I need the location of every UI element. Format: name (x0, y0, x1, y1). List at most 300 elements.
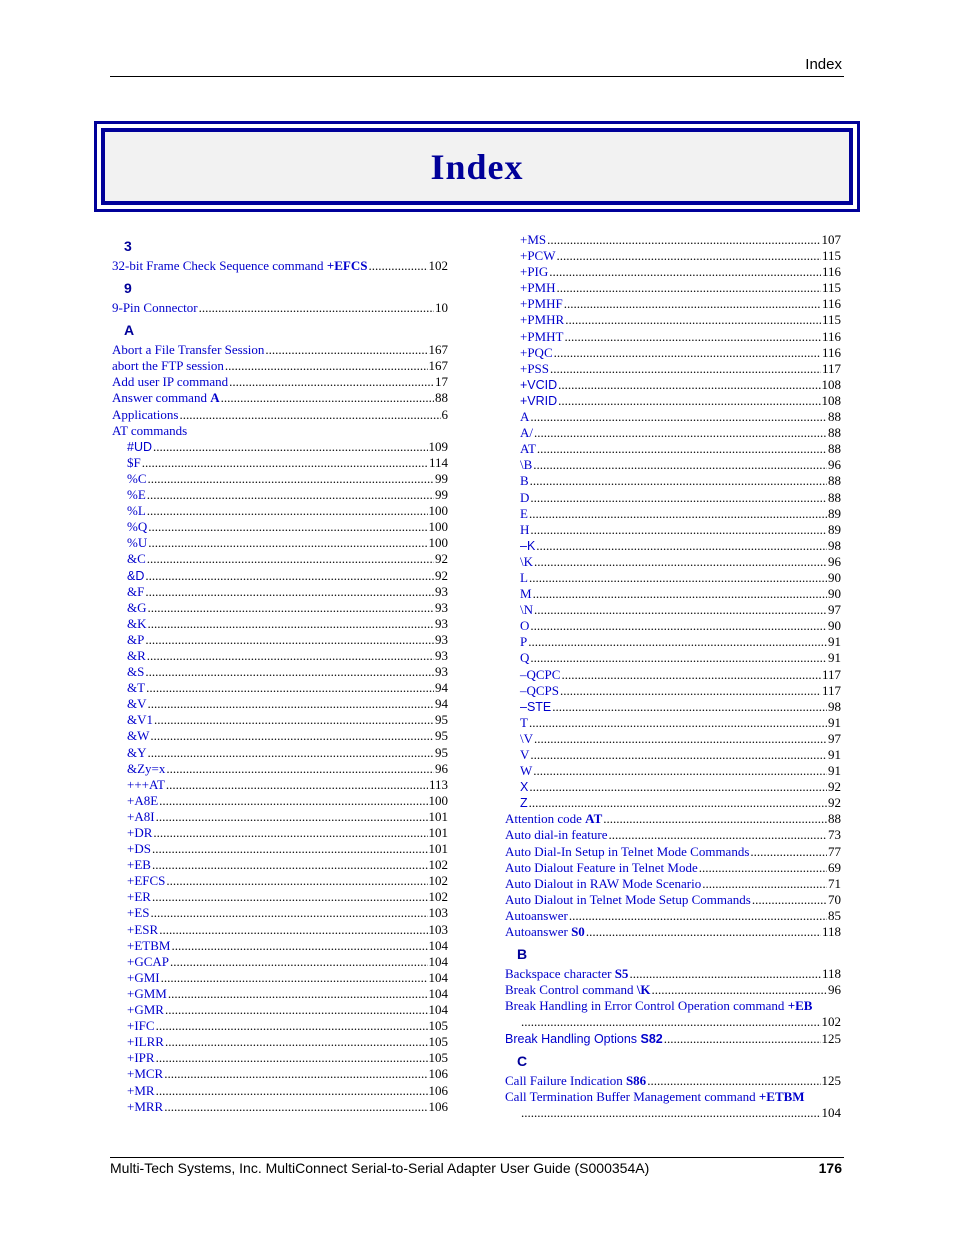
index-entry-label[interactable] (112, 374, 228, 390)
index-page-number[interactable]: 93 (435, 615, 448, 631)
index-entry-label[interactable] (505, 860, 698, 876)
index-entry[interactable] (112, 1018, 448, 1034)
index-entry-label[interactable] (520, 522, 529, 538)
index-entry-label[interactable] (127, 1034, 164, 1050)
index-entry-label[interactable] (505, 827, 608, 843)
index-entry[interactable] (112, 938, 448, 954)
index-page-number[interactable]: 115 (821, 248, 841, 264)
index-entry[interactable] (505, 296, 841, 312)
index-entry[interactable] (112, 551, 448, 567)
index-page-number[interactable]: 101 (428, 841, 448, 857)
index-entry[interactable] (112, 600, 448, 616)
index-entry-label[interactable] (505, 924, 585, 940)
index-page-number[interactable]: 91 (828, 763, 841, 779)
index-page-number[interactable]: 100 (428, 519, 448, 535)
index-page-number[interactable]: 113 (428, 776, 448, 792)
index-entry-label[interactable] (520, 683, 559, 699)
index-entry-label[interactable] (127, 600, 147, 616)
index-entry[interactable] (505, 602, 841, 618)
index-entry[interactable] (505, 683, 841, 699)
index-page-number[interactable]: 102 (428, 258, 448, 273)
index-page-number[interactable]: 99 (435, 470, 448, 486)
index-page-number[interactable]: 88 (828, 441, 841, 457)
index-entry[interactable] (505, 811, 841, 827)
index-entry[interactable] (112, 423, 448, 439)
index-page-number[interactable]: 125 (821, 1030, 841, 1046)
index-page-number[interactable]: 85 (828, 907, 841, 923)
index-entry-label[interactable] (127, 535, 147, 551)
index-page-number[interactable]: 6 (441, 406, 448, 422)
index-entry-label[interactable] (505, 966, 628, 982)
index-page-number[interactable]: 104 (428, 937, 448, 953)
index-entry[interactable] (505, 409, 841, 425)
index-entry-label[interactable] (112, 407, 178, 423)
index-page-number[interactable]: 69 (828, 859, 841, 875)
index-entry-label[interactable] (520, 618, 529, 634)
index-entry[interactable] (505, 361, 841, 377)
index-entry[interactable] (505, 860, 841, 876)
index-entry[interactable] (505, 377, 841, 393)
index-entry-label[interactable] (520, 538, 535, 554)
index-entry[interactable] (505, 1089, 841, 1105)
index-entry-label[interactable] (505, 1089, 805, 1105)
index-entry[interactable] (505, 779, 841, 795)
index-page-number[interactable]: 97 (828, 730, 841, 746)
index-entry-label[interactable] (127, 1099, 163, 1115)
index-page-number[interactable]: 95 (435, 744, 448, 760)
index-entry-label[interactable] (505, 811, 602, 827)
index-entry-label[interactable] (520, 650, 529, 666)
index-entry[interactable] (112, 258, 448, 274)
index-page-number[interactable]: 167 (428, 358, 448, 374)
index-entry[interactable] (112, 584, 448, 600)
index-entry-label[interactable] (520, 554, 533, 570)
index-page-number[interactable]: 104 (428, 953, 448, 969)
index-entry-label[interactable] (520, 425, 533, 441)
index-entry[interactable] (505, 634, 841, 650)
index-entry-label[interactable] (127, 519, 147, 535)
index-entry[interactable] (112, 1083, 448, 1099)
index-entry[interactable] (112, 407, 448, 423)
index-entry[interactable] (505, 264, 841, 280)
index-page-number[interactable]: 104 (428, 1002, 448, 1018)
index-page-number[interactable]: 102 (821, 1014, 841, 1030)
index-entry[interactable] (505, 345, 841, 361)
index-page-number[interactable]: 109 (428, 438, 448, 454)
index-page-number[interactable]: 117 (821, 666, 841, 682)
index-entry[interactable] (112, 664, 448, 680)
index-entry-label[interactable] (127, 825, 152, 841)
index-page-number[interactable]: 167 (428, 342, 448, 358)
index-page-number[interactable]: 116 (821, 328, 841, 344)
index-entry-label[interactable] (505, 1073, 646, 1089)
index-page-number[interactable]: 103 (428, 921, 448, 937)
index-page-number[interactable]: 92 (435, 567, 448, 583)
index-entry[interactable] (112, 809, 448, 825)
index-page-number[interactable]: 116 (821, 264, 841, 280)
index-entry-label[interactable] (112, 258, 367, 274)
index-entry[interactable] (112, 986, 448, 1002)
index-entry-label[interactable] (520, 715, 528, 731)
index-entry-label[interactable] (127, 696, 147, 712)
index-entry-label[interactable] (520, 795, 528, 811)
index-entry[interactable] (505, 1073, 841, 1089)
index-page-number[interactable]: 115 (821, 280, 841, 296)
index-page-number[interactable]: 91 (828, 714, 841, 730)
index-entry[interactable] (505, 441, 841, 457)
index-entry[interactable] (505, 232, 841, 248)
index-entry-label[interactable] (520, 634, 527, 650)
index-entry[interactable] (112, 841, 448, 857)
index-entry[interactable] (112, 1002, 448, 1018)
index-page-number[interactable]: 89 (828, 521, 841, 537)
index-entry-label[interactable] (505, 892, 751, 908)
index-page-number[interactable]: 117 (821, 360, 841, 376)
index-entry-label[interactable] (127, 873, 165, 889)
index-entry-label[interactable] (127, 455, 141, 471)
index-page-number[interactable]: 103 (428, 905, 448, 921)
index-entry[interactable] (505, 924, 841, 940)
index-entry-label[interactable] (127, 551, 146, 567)
index-page-number[interactable]: 93 (435, 664, 448, 680)
index-page-number[interactable]: 108 (821, 392, 841, 408)
index-entry[interactable] (505, 554, 841, 570)
index-entry[interactable] (112, 390, 448, 406)
index-page-number[interactable]: 106 (428, 1098, 448, 1114)
index-entry-label[interactable] (520, 377, 557, 393)
index-page-number[interactable]: 105 (428, 1050, 448, 1066)
index-entry-label[interactable] (520, 506, 528, 522)
index-page-number[interactable]: 92 (435, 551, 448, 567)
index-entry-label[interactable] (520, 586, 532, 602)
index-page-number[interactable]: 94 (435, 680, 448, 696)
index-page-number[interactable]: 96 (435, 760, 448, 776)
index-page-number[interactable]: 93 (435, 583, 448, 599)
index-entry[interactable] (112, 1034, 448, 1050)
index-entry[interactable] (505, 490, 841, 506)
index-entry-label[interactable] (112, 358, 224, 374)
index-entry[interactable] (505, 699, 841, 715)
index-page-number[interactable]: 92 (828, 779, 841, 795)
index-entry[interactable] (505, 393, 841, 409)
index-entry-label[interactable] (127, 471, 147, 487)
index-entry[interactable] (112, 439, 448, 455)
index-entry[interactable] (112, 1066, 448, 1082)
index-entry-label[interactable] (127, 712, 153, 728)
index-page-number[interactable]: 100 (428, 503, 448, 519)
index-page-number[interactable]: 107 (821, 232, 841, 247)
index-entry[interactable] (112, 745, 448, 761)
index-entry[interactable] (112, 358, 448, 374)
index-page-number[interactable]: 117 (821, 682, 841, 698)
index-page-number[interactable]: 95 (435, 712, 448, 728)
index-entry-label[interactable] (127, 777, 165, 793)
index-entry[interactable] (505, 329, 841, 345)
index-entry-label[interactable] (127, 568, 144, 584)
index-entry-label[interactable] (127, 616, 147, 632)
index-page-number[interactable]: 94 (435, 696, 448, 712)
index-entry[interactable] (112, 374, 448, 390)
index-entry-label[interactable] (520, 441, 536, 457)
index-entry-label[interactable] (520, 779, 528, 795)
index-entry[interactable] (112, 568, 448, 584)
index-entry[interactable] (112, 632, 448, 648)
index-entry[interactable] (505, 844, 841, 860)
index-entry[interactable] (112, 616, 448, 632)
index-entry-label[interactable] (520, 747, 529, 763)
index-entry-label[interactable] (127, 809, 155, 825)
index-page-number[interactable]: 102 (428, 873, 448, 889)
index-entry[interactable] (112, 487, 448, 503)
index-page-number[interactable]: 89 (828, 505, 841, 521)
index-page-number[interactable]: 99 (435, 487, 448, 503)
index-entry[interactable] (505, 747, 841, 763)
index-entry[interactable] (505, 667, 841, 683)
index-entry-label[interactable] (520, 490, 529, 506)
index-page-number[interactable]: 88 (828, 811, 841, 827)
index-page-number[interactable]: 104 (821, 1104, 841, 1120)
index-entry[interactable] (505, 998, 841, 1014)
index-entry-label[interactable] (520, 473, 529, 489)
index-page-number[interactable]: 101 (428, 808, 448, 824)
index-entry[interactable] (112, 648, 448, 664)
index-entry[interactable] (505, 425, 841, 441)
index-entry[interactable] (112, 761, 448, 777)
index-entry-label[interactable] (520, 393, 557, 409)
index-entry-label[interactable] (520, 570, 528, 586)
index-entry[interactable] (112, 696, 448, 712)
index-page-number[interactable]: 98 (828, 537, 841, 553)
index-entry-label[interactable] (127, 905, 150, 921)
index-entry[interactable] (505, 795, 841, 811)
index-entry[interactable] (505, 586, 841, 602)
index-entry[interactable] (505, 457, 841, 473)
index-entry-label[interactable] (520, 699, 551, 715)
index-entry-label[interactable] (127, 745, 147, 761)
index-entry[interactable] (505, 312, 841, 328)
index-entry[interactable] (505, 715, 841, 731)
index-entry-label[interactable] (127, 922, 158, 938)
index-page-number[interactable]: 101 (428, 825, 448, 840)
index-page-number[interactable]: 88 (828, 425, 841, 441)
index-entry-label[interactable] (112, 423, 187, 439)
index-page-number[interactable]: 91 (828, 650, 841, 666)
index-page-number[interactable]: 104 (428, 969, 448, 985)
index-page-number[interactable]: 77 (828, 843, 841, 859)
index-entry[interactable] (112, 519, 448, 535)
index-entry[interactable] (505, 876, 841, 892)
index-entry-label[interactable] (520, 361, 549, 377)
index-entry[interactable] (112, 777, 448, 793)
index-entry[interactable] (112, 922, 448, 938)
index-page-number[interactable]: 96 (828, 457, 841, 473)
index-page-number[interactable]: 92 (828, 795, 841, 811)
index-entry-label[interactable] (127, 1002, 164, 1018)
index-entry-label[interactable] (520, 763, 532, 779)
index-entry[interactable] (112, 300, 448, 316)
index-entry-label[interactable] (520, 457, 532, 473)
index-page-number[interactable]: 98 (828, 698, 841, 714)
index-entry[interactable] (505, 1031, 841, 1047)
index-entry-label[interactable] (520, 296, 563, 312)
index-entry-label[interactable] (127, 841, 151, 857)
index-entry-label[interactable] (127, 503, 146, 519)
index-entry-label[interactable] (127, 439, 152, 455)
index-entry[interactable] (505, 618, 841, 634)
index-page-number[interactable]: 10 (435, 300, 448, 316)
index-entry-label[interactable] (127, 1083, 155, 1099)
index-page-number[interactable]: 115 (821, 312, 841, 328)
index-entry[interactable] (112, 970, 448, 986)
index-entry[interactable] (112, 535, 448, 551)
index-entry[interactable] (112, 342, 448, 358)
index-entry[interactable] (112, 905, 448, 921)
index-entry[interactable] (505, 538, 841, 554)
index-page-number[interactable]: 90 (828, 569, 841, 585)
index-entry[interactable] (505, 763, 841, 779)
index-page-number[interactable]: 96 (828, 553, 841, 569)
index-entry[interactable] (112, 793, 448, 809)
index-entry-label[interactable] (505, 1031, 663, 1047)
index-page-number[interactable]: 93 (435, 631, 448, 647)
index-page-number[interactable]: 100 (428, 535, 448, 551)
index-entry-label[interactable] (520, 248, 556, 264)
index-entry[interactable] (505, 570, 841, 586)
index-page-number[interactable]: 105 (428, 1018, 448, 1034)
index-entry[interactable] (112, 1050, 448, 1066)
index-entry-label[interactable] (520, 602, 533, 618)
index-page-number[interactable]: 118 (821, 924, 841, 940)
index-entry[interactable] (112, 471, 448, 487)
index-page-number[interactable]: 106 (428, 1082, 448, 1098)
index-entry-label[interactable] (520, 731, 533, 747)
index-entry-label[interactable] (505, 998, 812, 1014)
index-entry-label[interactable] (127, 648, 146, 664)
index-entry-label[interactable] (112, 300, 198, 316)
index-entry-label[interactable] (127, 889, 151, 905)
index-entry[interactable] (505, 827, 841, 843)
index-page-number[interactable]: 70 (828, 891, 841, 907)
index-entry-label[interactable] (127, 584, 144, 600)
index-entry-label[interactable] (112, 390, 220, 406)
index-entry-label[interactable] (520, 409, 529, 425)
index-page-number[interactable]: 96 (828, 982, 841, 998)
index-entry[interactable] (112, 889, 448, 905)
index-entry-label[interactable] (127, 761, 165, 777)
index-page-number[interactable]: 100 (428, 792, 448, 808)
index-entry-label[interactable] (520, 232, 546, 248)
index-entry[interactable] (112, 873, 448, 889)
index-entry-label[interactable] (520, 667, 560, 683)
index-entry-label[interactable] (127, 1018, 155, 1034)
index-entry[interactable] (112, 728, 448, 744)
index-entry-label[interactable] (127, 680, 145, 696)
index-entry[interactable] (112, 1099, 448, 1115)
index-page-number[interactable]: 88 (828, 473, 841, 489)
index-page-number[interactable]: 71 (828, 875, 841, 891)
index-entry-label[interactable] (127, 938, 170, 954)
index-entry-label[interactable] (520, 345, 553, 361)
index-page-number[interactable]: 116 (821, 296, 841, 312)
index-entry[interactable] (505, 892, 841, 908)
index-entry[interactable] (112, 857, 448, 873)
index-entry-label[interactable] (127, 664, 144, 680)
index-entry[interactable] (505, 280, 841, 296)
index-entry-label[interactable] (520, 264, 548, 280)
index-entry-label[interactable] (505, 908, 568, 924)
index-entry[interactable] (112, 680, 448, 696)
index-entry[interactable] (112, 825, 448, 841)
index-entry[interactable] (112, 954, 448, 970)
index-entry-label[interactable] (112, 342, 264, 358)
index-entry[interactable] (112, 712, 448, 728)
index-page-number[interactable]: 106 (428, 1066, 448, 1082)
index-page-number[interactable]: 90 (828, 618, 841, 634)
index-entry-label[interactable] (127, 857, 151, 873)
index-entry[interactable] (505, 506, 841, 522)
index-entry[interactable] (505, 248, 841, 264)
index-entry-label[interactable] (127, 487, 146, 503)
index-page-number[interactable]: 91 (828, 634, 841, 650)
index-entry-label[interactable] (520, 280, 556, 296)
index-entry[interactable] (505, 522, 841, 538)
index-page-number[interactable]: 93 (435, 647, 448, 663)
index-entry[interactable] (505, 966, 841, 982)
index-entry-label[interactable] (127, 970, 160, 986)
index-page-number[interactable]: 102 (428, 889, 448, 905)
index-entry[interactable] (112, 503, 448, 519)
index-page-number[interactable]: 17 (435, 374, 448, 390)
index-page-number[interactable]: 105 (428, 1034, 448, 1050)
index-entry[interactable] (505, 473, 841, 489)
index-entry-label[interactable] (127, 1050, 155, 1066)
index-entry-label[interactable] (505, 876, 701, 892)
index-entry[interactable] (505, 731, 841, 747)
index-entry[interactable] (505, 982, 841, 998)
index-entry-label[interactable] (127, 793, 158, 809)
index-page-number[interactable]: 102 (428, 857, 448, 873)
index-entry-label[interactable] (127, 728, 149, 744)
index-page-number[interactable]: 104 (428, 985, 448, 1001)
index-page-number[interactable]: 125 (821, 1072, 841, 1088)
index-page-number[interactable]: 88 (435, 390, 448, 406)
index-page-number[interactable]: 88 (828, 489, 841, 505)
index-page-number[interactable]: 97 (828, 602, 841, 618)
index-entry-label[interactable] (127, 954, 169, 970)
index-entry[interactable] (505, 908, 841, 924)
index-page-number[interactable]: 118 (821, 966, 841, 982)
index-page-number[interactable]: 108 (821, 376, 841, 392)
index-page-number[interactable]: 95 (435, 728, 448, 744)
index-entry[interactable] (112, 455, 448, 471)
index-entry-label[interactable] (127, 632, 144, 648)
index-entry-label[interactable] (520, 329, 563, 345)
index-page-number[interactable]: 93 (435, 599, 448, 615)
index-entry-label[interactable] (505, 982, 651, 998)
index-entry-label[interactable] (127, 986, 167, 1002)
index-page-number[interactable]: 88 (828, 409, 841, 425)
index-entry-label[interactable] (505, 844, 749, 860)
index-entry[interactable] (505, 650, 841, 666)
index-entry-label[interactable] (127, 1066, 163, 1082)
index-entry[interactable] (505, 1014, 841, 1030)
index-page-number[interactable]: 73 (828, 827, 841, 843)
index-page-number[interactable]: 90 (828, 586, 841, 602)
index-entry-label[interactable] (520, 312, 564, 328)
index-page-number[interactable]: 91 (828, 747, 841, 762)
index-page-number[interactable]: 114 (428, 454, 448, 470)
index-entry[interactable] (505, 1105, 841, 1121)
